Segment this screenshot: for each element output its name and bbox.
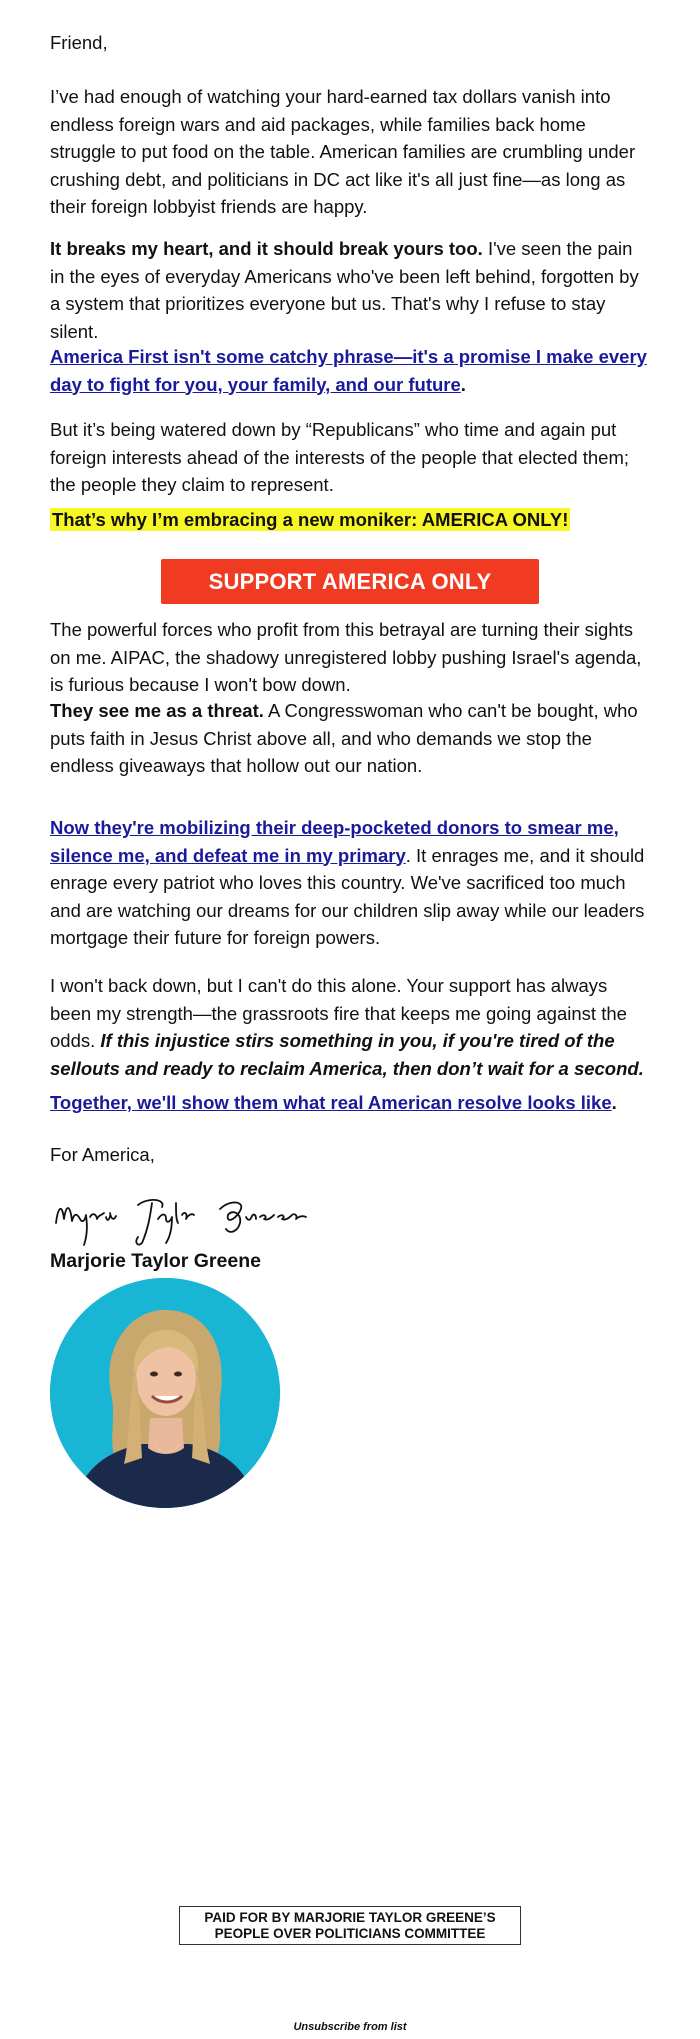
paragraph-8 [50,972,650,1082]
highlight-text: That’s why I’m embracing a new moniker: AMERICA ONLY! [52,509,569,530]
paragraph-3-end: . [460,373,466,395]
paragraph-8-bold-italic: If this injustice stirs something in you, if you're tired of the sellouts and ready to reclaim America, then don’t wait for a second. [50,1030,644,1079]
disclaimer-line-2: PEOPLE OVER POLITICIANS COMMITTEE [214,1926,486,1941]
portrait-photo [50,1278,280,1508]
signature-image [50,1183,320,1253]
paragraph-6 [50,697,650,780]
paragraph-2-text: I've seen the pain in the eyes of everyday Americans who've been left behind, forgotten by a system that prioritizes everyone but us. That's why I refuse to stay silent. [50,238,639,342]
paragraph-5: The powerful forces who profit from this betrayal are turning their sights on me. AIPAC, the shadowy unregistered lobby pushing Israel's agenda, is furious because I won't bow down. [50,619,642,695]
paragraph-9 [50,1089,617,1117]
signer-name: Marjorie Taylor Greene [50,1250,261,1272]
together-resolve-link[interactable]: Together, we'll show them what real American resolve looks like [50,1092,612,1113]
paragraph-8-text: I won't back down, but I can't do this alone. Your support has always been my strength—the grassroots fire that keeps me going against the odds. [50,975,627,1051]
paragraph-7-text: . It enrages me, and it should enrage every patriot who loves this country. We've sacrificed too much and are watching our dreams for our children slip away while our leaders mortgage their future for foreign powers. [50,844,645,948]
paragraph-2 [50,235,650,345]
paragraph-6-text: A Congresswoman who can't be bought, who puts faith in Jesus Christ above all, and who demands we stop the endless giveaways that hollow out our nation. [50,700,638,776]
paragraph-7 [50,814,650,952]
paragraph-2-bold: It breaks my heart, and it should break yours too. [50,238,483,259]
paragraph-1: I’ve had enough of watching your hard-earned tax dollars vanish into endless foreign wars and aid packages, while families back home struggle to put food on the table. American families are crumbling under crushing debt, and politicians in DC act like it's all just fine—as long as their foreign lobbyist friends are happy. [50,86,636,217]
unsubscribe-link[interactable]: Unsubscribe from list [293,2021,407,2033]
portrait-illustration [50,1278,280,1508]
america-first-link[interactable]: America First isn't some catchy phrase—it's a promise I make every day to fight for you, your family, and our future [50,346,647,395]
closing: For America, [50,1144,155,1165]
support-america-only-button[interactable]: SUPPORT AMERICA ONLY [161,559,539,604]
paragraph-3 [50,343,650,398]
greeting: Friend, [50,32,108,53]
paragraph-4: But it’s being watered down by “Republicans” who time and again put foreign interests ahead of the interests of the people that elected them; the people they claim to represent. [50,419,630,495]
disclaimer-line-1: PAID FOR BY MARJORIE TAYLOR GREENE’S [204,1910,496,1925]
primary-smear-link[interactable]: Now they're mobilizing their deep-pocketed donors to smear me, silence me, and defeat me in my primary [50,817,619,866]
highlight-line [50,506,570,534]
paid-for-disclaimer [179,1906,521,1945]
paragraph-6-bold: They see me as a threat. [50,700,264,721]
paragraph-9-end: . [611,1092,617,1113]
